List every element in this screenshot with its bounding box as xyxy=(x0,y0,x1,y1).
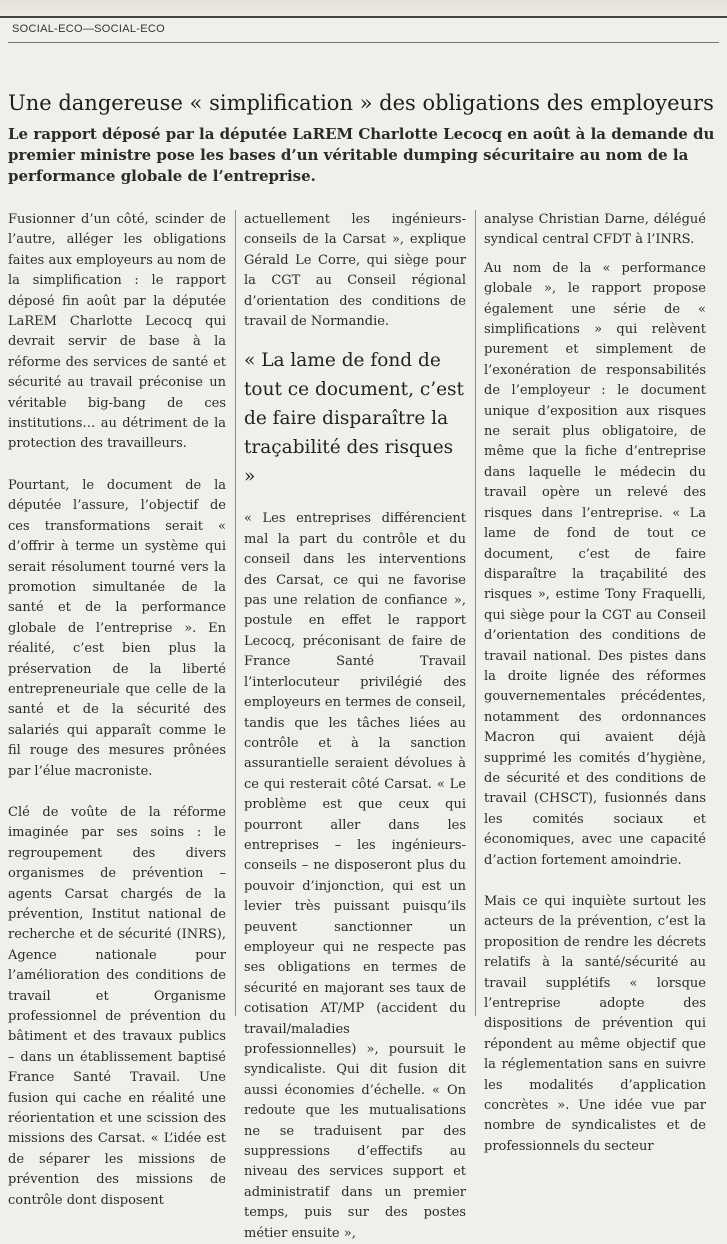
article-column-2 xyxy=(244,210,466,1241)
paragraph: « Les entreprises différencient mal la part du contrôle et du conseil dans les interventions des Carsat, ce qui ne favorise pas une relation de confiance », postule en effet le rapport Lecocq, préconisant de faire de France Santé Travail l’interlocuteur privilégié des employeurs en termes de conseil, tandis que les tâches liées au contrôle et à la sanction assurantielle seraient dévolues à ce qui resterait côté Carsat. « Le problème est que ceux qui pourront aller dans les entreprises – les ingénieurs-conseils – ne disposeront plus du pouvoir d’injonction, qui est un levier très puissant puisqu’ils peuvent sanctionner un employeur qui ne respecte pas ses obligations en termes de sécurité en majorant ses taux de cotisation AT/MP (accident du travail/maladies professionnelles) », poursuit le syndicaliste. Qui dit fusion dit aussi économies d’échelle. « On redoute que les mutualisations ne se traduisent par des suppressions d’effectifs au niveau des services support et administratif dans un premier temps, puis sur des postes métier ensuite », xyxy=(244,511,466,1241)
paragraph: Clé de voûte de la réforme imaginée par ses soins : le regroupement des divers organismes de prévention – agents Carsat chargés de la prévention, Institut national de recherche et de sécurité (INRS), Agence nationale pour l’amélioration des conditions de travail et Organisme professionnel de prévention du bâtiment et des travaux publics – dans un établissement baptisé France Santé Travail. Une fusion qui cache en réalité une réorientation et une scission des missions des Carsat. « L’idée est de séparer les missions de prévention des missions de contrôle dont disposent xyxy=(8,804,226,1208)
paragraph: analyse Christian Darne, délégué syndical central CFDT à l’INRS. xyxy=(484,212,706,248)
previous-page-edge xyxy=(0,0,727,18)
section-header xyxy=(8,20,719,43)
paragraph: Fusionner d’un côté, scinder de l’autre, alléger les obligations faites aux employeurs au nom de la simplification : le rapport déposé fin août par la députée LaREM Charlotte Lecocq qui devrait servir de base à la réforme des services de santé et sécurité au travail préconise un véritable big-bang de ces institutions… au détriment de la protection des travailleurs. xyxy=(8,212,226,452)
article-column-1 xyxy=(8,210,226,1208)
pull-quote: « La lame de fond de tout ce document, c’est de faire disparaître la traçabilité des risques » xyxy=(244,350,464,488)
article-headline: Une dangereuse « simplification » des obligations des employeurs xyxy=(8,91,714,115)
paragraph: actuellement les ingénieurs-conseils de la Carsat », explique Gérald Le Corre, qui siège pour la CGT au Conseil régional d’orientation des conditions de travail de Normandie. xyxy=(244,212,466,330)
section-label: SOCIAL-ECO—SOCIAL-ECO xyxy=(12,23,165,35)
paragraph: Mais ce qui inquiète surtout les acteurs de la prévention, c’est la proposition de rendre les décrets relatifs à la santé/sécurité au travail supplétifs « lorsque l’entreprise adopte des dispositions de prévention qui répondent au même objectif que la réglementation sans en suivre les modalités d’application concrètes ». Une idée vue par nombre de syndicalistes et de professionnels du secteur xyxy=(484,894,706,1154)
column-divider xyxy=(475,210,476,1016)
column-divider xyxy=(235,210,236,1016)
paragraph: Pourtant, le document de la députée l’assure, l’objectif de ces transformations serait « d’offrir à terme un système qui serait résolument tourné vers la promotion simultanée de la santé et de la performance globale de l’entreprise ». En réalité, c’est bien plus la préservation de la liberté entrepreneuriale que celle de la santé et de la sécurité des salariés qui apparaît comme le fil rouge des mesures prônées par l’élue macroniste. xyxy=(8,477,226,779)
article-column-3 xyxy=(484,210,706,1154)
paragraph: Au nom de la « performance globale », le rapport propose également une série de « simplifications » qui relèvent purement et simplement de l’exonération de responsabilités de l’employeur : le document unique d’exposition aux risques ne serait plus obligatoire, de même que la fiche d’entreprise dans laquelle le médecin du travail opère un relevé des risques dans l’entreprise. « La lame de fond de tout ce document, c’est de faire disparaître la traçabilité des risques », estime Tony Fraquelli, qui siège pour la CGT au Conseil d’orientation des conditions de travail national. Des pistes dans la droite lignée des réformes gouvernementales précédentes, notamment des ordonnances Macron qui avaient déjà supprimé les comités d’hygiène, de sécurité et des conditions de travail (CHSCT), fusionnés dans les comités sociaux et économiques, avec une capacité d’action fortement amoindrie. xyxy=(484,260,706,868)
article-deck: Le rapport déposé par la députée LaREM Charlotte Lecocq en août à la demande du premier ministre pose les bases d’un véritable dumping sécuritaire au nom de la performance globale de l’entreprise. xyxy=(8,125,715,185)
